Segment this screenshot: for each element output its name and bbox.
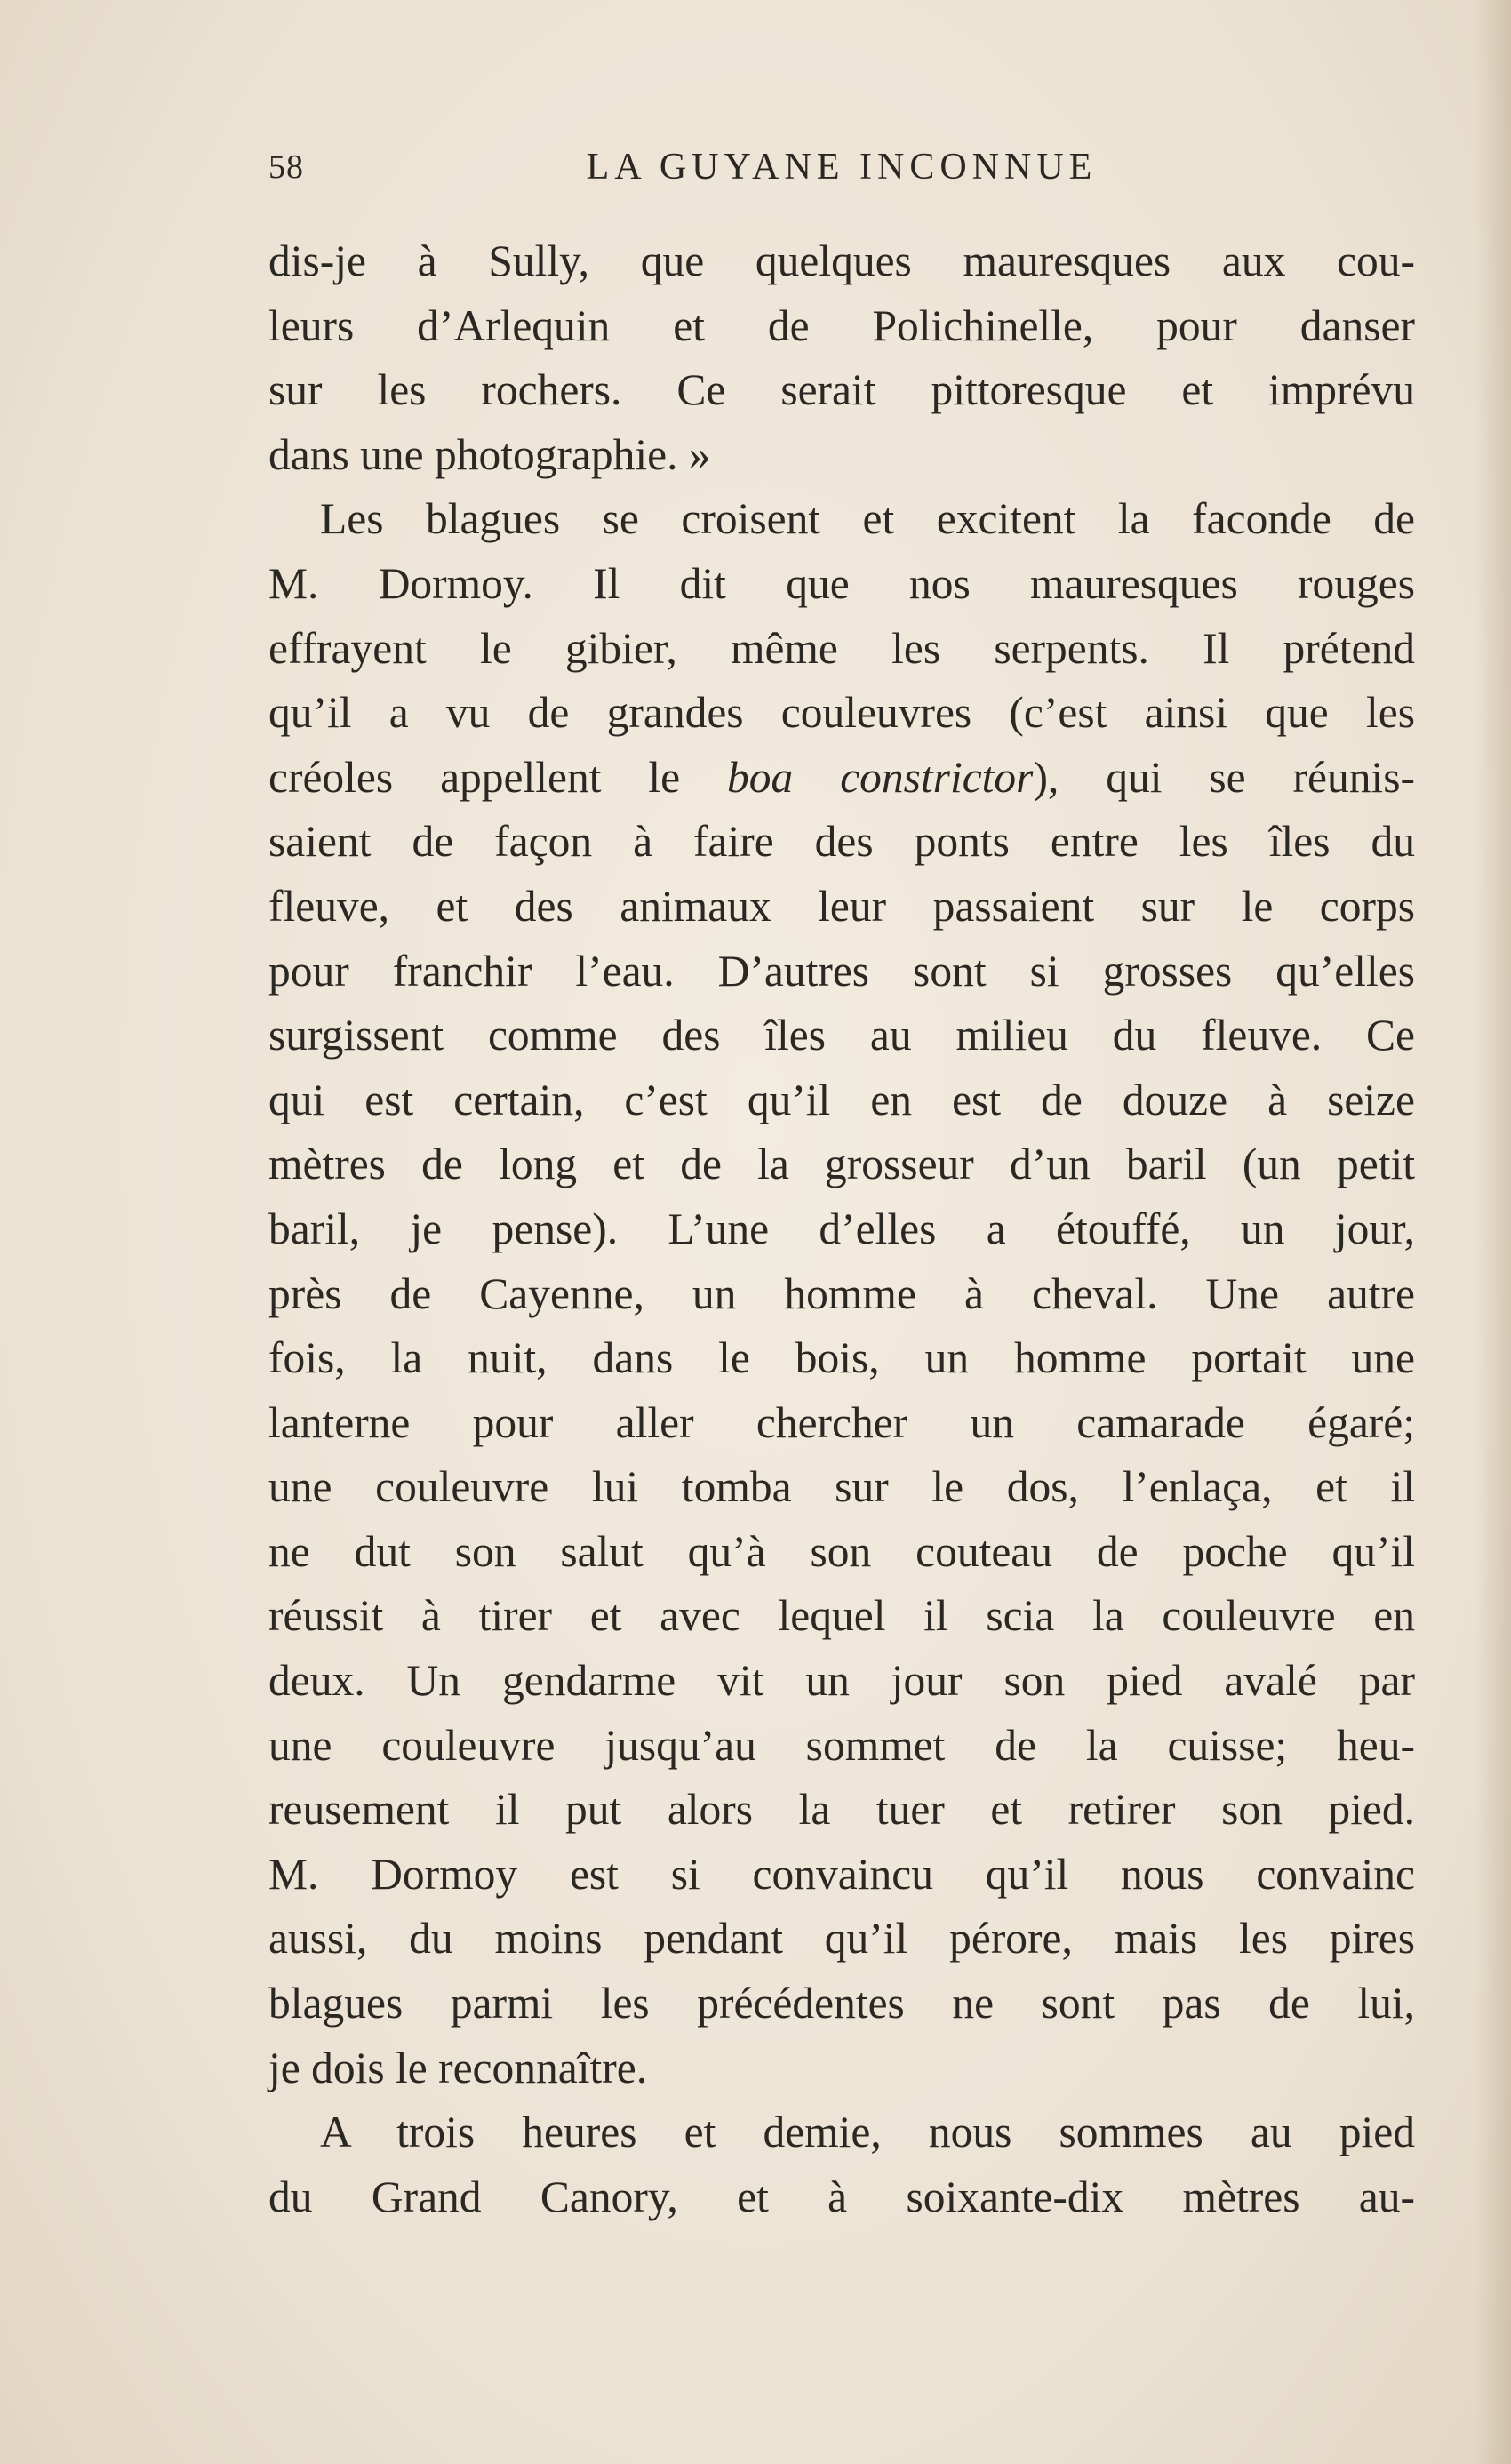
text-line: reusement il put alors la tuer et retirer son pied. [268,1785,1415,1835]
text-line: près de Cayenne, un homme à cheval. Une autre [268,1268,1415,1318]
text-line: fois, la nuit, dans le bois, un homme portait une [268,1333,1415,1383]
italic-term: boa constrictor [727,752,1034,802]
body-text [268,229,1415,2229]
text-line: réussit à tirer et avec lequel il scia la couleuvre en [268,1591,1415,1641]
text-line: A trois heures et demie, nous sommes au pied [320,2108,1415,2157]
text-line: mètres de long et de la grosseur d’un baril (un petit [268,1140,1415,1189]
running-title: LA GUYANE INCONNUE [586,147,1098,188]
text-line: dans une photographie. » [268,429,711,479]
text-line: effrayent le gibier, même les serpents. Il prétend [268,623,1415,673]
text-line: leurs d’Arlequin et de Polichinelle, pour danser [268,300,1415,350]
text-fragment: ), qui se réunis- [1033,752,1415,802]
text-fragment: créoles appellent le [268,752,728,802]
text-line: baril, je pense). L’une d’elles a étouffé, un jour, [268,1204,1415,1253]
text-line: fleuve, et des animaux leur passaient sur le corps [268,881,1415,931]
text-line-with-italic [268,746,1415,811]
text-line: Les blagues se croisent et excitent la faconde de [320,494,1415,544]
text-line: qui est certain, c’est qu’il en est de douze à seize [268,1075,1415,1124]
text-line: dis-je à Sully, que quelques mauresques aux cou- [268,236,1415,285]
text-line: pour franchir l’eau. D’autres sont si grosses qu’elles [268,946,1415,996]
text-line: blagues parmi les précédentes ne sont pas de lui, [268,1979,1415,2028]
text-line: qu’il a vu de grandes couleuvres (c’est ainsi que les [268,688,1415,738]
page-number: 58 [268,148,304,186]
text-line: une couleuvre lui tomba sur le dos, l’enlaça, et il [268,1462,1415,1512]
text-line: une couleuvre jusqu’au sommet de la cuisse; heu- [268,1720,1415,1770]
text-line: M. Dormoy est si convaincu qu’il nous convainc [268,1849,1415,1899]
text-line: aussi, du moins pendant qu’il pérore, mais les pires [268,1914,1415,1964]
text-line: deux. Un gendarme vit un jour son pied avalé par [268,1656,1415,1706]
text-line: M. Dormoy. Il dit que nos mauresques rouges [268,558,1415,608]
text-line: ne dut son salut qu’à son couteau de poche qu’il [268,1526,1415,1576]
running-head [268,142,1415,196]
text-line: sur les rochers. Ce serait pittoresque et imprévu [268,365,1415,415]
text-line: lanterne pour aller chercher un camarade égaré; [268,1397,1415,1447]
text-line: du Grand Canory, et à soixante-dix mètres au- [268,2172,1415,2221]
text-line: saient de façon à faire des ponts entre les îles du [268,817,1415,867]
page-edge-shadow [1475,0,1511,2464]
text-line: surgissent comme des îles au milieu du fleuve. Ce [268,1011,1415,1060]
text-line: je dois le reconnaître. [268,2043,648,2092]
